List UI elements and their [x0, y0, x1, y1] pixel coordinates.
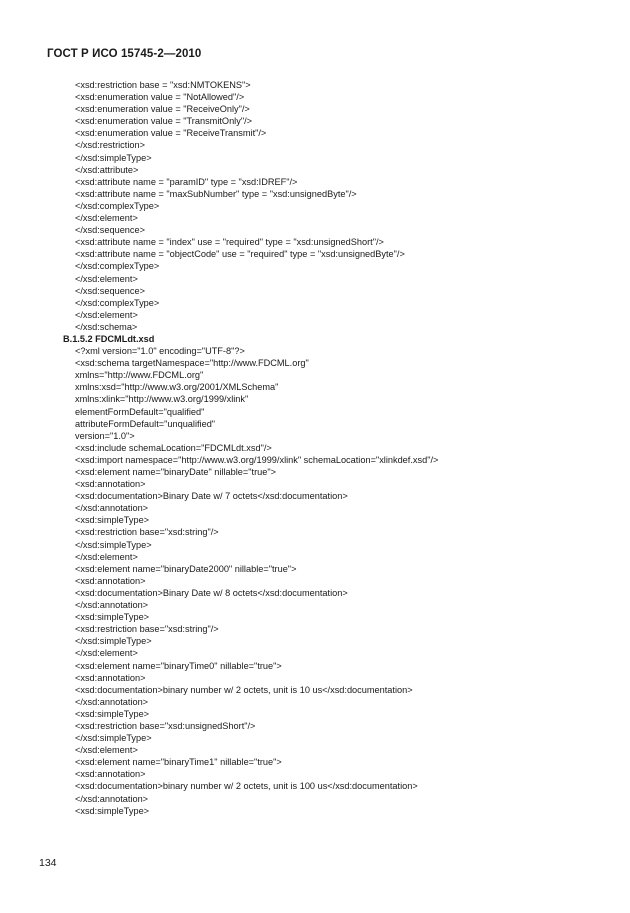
- code-line: <xsd:attribute name = "paramID" type = "xsd:IDREF"/>: [75, 176, 298, 187]
- code-line: </xsd:simpleType>: [75, 733, 152, 744]
- code-line: </xsd:complexType>: [75, 261, 160, 272]
- page-number: 134: [39, 857, 57, 869]
- code-line: xmlns:xsd="http://www.w3.org/2001/XMLSchema": [75, 382, 279, 393]
- code-line: <xsd:element name="binaryDate2000" nillable="true">: [75, 563, 297, 574]
- code-line: </xsd:element>: [75, 551, 138, 562]
- code-listing: [63, 79, 615, 817]
- code-line: <xsd:element name="binaryTime1" nillable="true">: [75, 757, 282, 768]
- code-line: <xsd:enumeration value = "TransmitOnly"/>: [75, 116, 252, 127]
- code-line: <xsd:simpleType>: [75, 805, 150, 816]
- code-line: <xsd:restriction base="xsd:string"/>: [75, 624, 219, 635]
- code-line: </xsd:simpleType>: [75, 539, 152, 550]
- code-line: <xsd:attribute name = "maxSubNumber" type = "xsd:unsignedByte"/>: [75, 188, 357, 199]
- code-line: </xsd:simpleType>: [75, 152, 152, 163]
- code-line: </xsd:annotation>: [75, 793, 149, 804]
- code-line: xmlns:xlink="http://www.w3.org/1999/xlink": [75, 394, 249, 405]
- code-line: <xsd:simpleType>: [75, 515, 150, 526]
- code-line: <xsd:documentation>Binary Date w/ 7 octets</xsd:documentation>: [75, 491, 348, 502]
- document-header-title: ГОСТ Р ИСО 15745-2—2010: [47, 48, 202, 60]
- code-line: </xsd:restriction>: [75, 140, 145, 151]
- code-line: xmlns="http://www.FDCML.org": [75, 370, 204, 381]
- code-line: <xsd:documentation>Binary Date w/ 8 octets</xsd:documentation>: [75, 587, 348, 598]
- schema-code-block-2: [75, 345, 615, 817]
- code-line: <xsd:attribute name = "objectCode" use = "required" type = "xsd:unsignedByte"/>: [75, 249, 405, 260]
- code-line: </xsd:element>: [75, 648, 138, 659]
- code-line: </xsd:element>: [75, 745, 138, 756]
- code-line: <xsd:documentation>binary number w/ 2 octets, unit is 10 us</xsd:documentation>: [75, 684, 413, 695]
- code-line: <xsd:restriction base = "xsd:NMTOKENS">: [75, 80, 251, 90]
- code-line: </xsd:annotation>: [75, 696, 149, 707]
- code-line: <xsd:annotation>: [75, 575, 146, 586]
- code-line: </xsd:annotation>: [75, 503, 149, 514]
- code-line: attributeFormDefault="unqualified": [75, 418, 216, 429]
- code-line: <xsd:attribute name = "index" use = "required" type = "xsd:unsignedShort"/>: [75, 237, 384, 248]
- schema-code-block-1: [75, 79, 615, 333]
- code-line: <xsd:simpleType>: [75, 708, 150, 719]
- code-line: version="1.0">: [75, 430, 135, 441]
- code-line: </xsd:element>: [75, 273, 138, 284]
- code-line: <xsd:annotation>: [75, 672, 146, 683]
- code-line: </xsd:complexType>: [75, 297, 160, 308]
- code-line: <xsd:enumeration value = "ReceiveOnly"/>: [75, 104, 250, 115]
- code-line: </xsd:sequence>: [75, 225, 145, 236]
- code-line: elementFormDefault="qualified": [75, 406, 205, 417]
- code-line: </xsd:complexType>: [75, 200, 160, 211]
- code-line: <xsd:simpleType>: [75, 612, 150, 623]
- code-line: <xsd:element name="binaryDate" nillable="true">: [75, 467, 276, 477]
- code-line: <xsd:import namespace="http://www.w3.org/1999/xlink" schemaLocation="xlinkdef.xsd"/>: [75, 454, 439, 465]
- code-line: </xsd:simpleType>: [75, 636, 152, 647]
- code-line: <xsd:include schemaLocation="FDCMLdt.xsd"/>: [75, 442, 272, 453]
- code-line: <xsd:restriction base="xsd:string"/>: [75, 527, 219, 538]
- code-line: <xsd:annotation>: [75, 479, 146, 490]
- code-line: <xsd:schema targetNamespace="http://www.FDCML.org": [75, 358, 309, 369]
- code-line: <?xml version="1.0" encoding="UTF-8"?>: [75, 346, 245, 357]
- code-line: <xsd:enumeration value = "NotAllowed"/>: [75, 92, 245, 103]
- code-line: <xsd:documentation>binary number w/ 2 octets, unit is 100 us</xsd:documentation>: [75, 781, 418, 792]
- code-line: </xsd:element>: [75, 309, 138, 320]
- code-line: </xsd:annotation>: [75, 600, 149, 611]
- code-line: </xsd:schema>: [75, 321, 138, 332]
- code-line: <xsd:annotation>: [75, 769, 146, 780]
- code-line: <xsd:enumeration value = "ReceiveTransmit"/>: [75, 128, 267, 139]
- code-line: </xsd:sequence>: [75, 285, 145, 296]
- section-subheading: B.1.5.2 FDCMLdt.xsd: [63, 333, 155, 344]
- code-line: <xsd:restriction base="xsd:unsignedShort"/>: [75, 720, 256, 731]
- code-line: </xsd:element>: [75, 213, 138, 224]
- code-line: </xsd:attribute>: [75, 164, 139, 175]
- code-line: <xsd:element name="binaryTime0" nillable="true">: [75, 660, 282, 671]
